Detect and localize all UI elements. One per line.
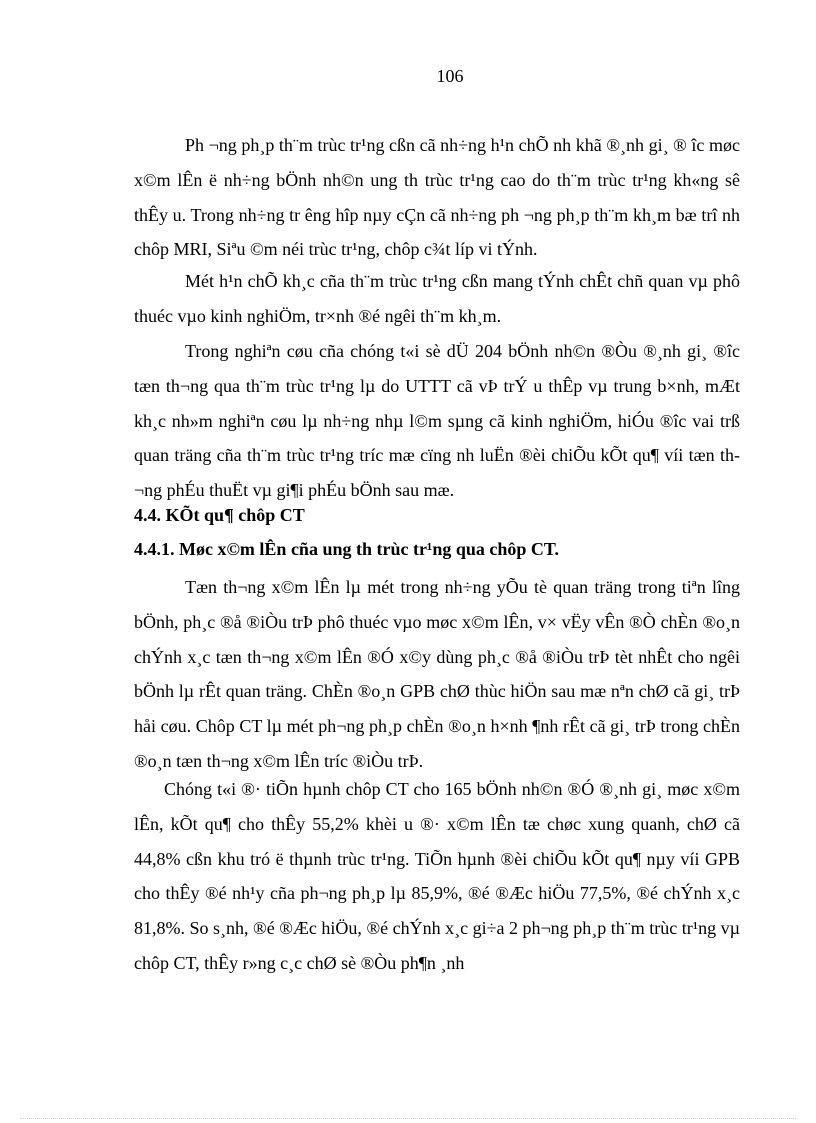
subsection-heading: 4.4.1. Møc x©m lÊn cña ung th trùc tr¹ng qua chôp CT.: [134, 539, 560, 559]
page-number: 106: [436, 66, 464, 86]
paragraph-1: Ph ¬ng ph¸p th¨m trùc tr¹ng cßn cã nh÷ng h¹n chÕ nh khã ®¸nh gi¸ ® îc møc x©m lÊn ë nh÷ng bÖnh nh©n ung th trùc tr¹ng cao do th¨m trùc tr¹ng kh«ng sê thÊy u. Trong nh÷ng tr êng hîp nµy cÇn cã nh÷ng ph ¬ng ph¸p th¨m kh¸m bæ trî nh chôp MRI, Siªu ©m néi trùc tr¹ng, chôp c¾t líp vi tÝnh.: [134, 135, 740, 260]
section-heading: 4.4. KÕt qu¶ chôp CT: [134, 505, 305, 525]
paragraph-4: Tæn th¬ng x©m lÊn lµ mét trong nh÷ng yÕu tè quan träng trong tiªn lîng bÖnh, ph¸c ®å ®iÒu trÞ phô thuéc vµo møc x©m lÊn, v× vËy vÊn ®Ò chÈn ®o¸n chÝnh x¸c tæn th¬ng x©m lÊn ®Ó x©y dùng ph¸c ®å ®iÒu trÞ tèt nhÊt cho ngêi bÖnh lµ rÊt quan träng. ChÈn ®o¸n GPB chØ thùc hiÖn sau mæ nªn chØ cã gi¸ trÞ håi cøu. Chôp CT lµ mét ph¬ng ph¸p chÈn ®o¸n h×nh ¶nh rÊt cã gi¸ trÞ trong chÈn ®o¸n tæn th¬ng x©m lÊn tríc ®iÒu trÞ.: [134, 577, 740, 771]
paragraph-2: Mét h¹n chÕ kh¸c cña th¨m trùc tr¹ng cßn mang tÝnh chÊt chñ quan vµ phô thuéc vµo kinh nghiÖm, tr×nh ®é ngêi th¨m kh¸m.: [134, 271, 740, 326]
paragraph-3: Trong nghiªn cøu cña chóng t«i sè dÜ 204 bÖnh nh©n ®Òu ®¸nh gi¸ ®îc tæn th¬ng qua th¨m trùc tr¹ng lµ do UTTT cã vÞ trÝ u thÊp vµ trung b×nh, mÆt kh¸c nh»m nghiªn cøu lµ nh÷ng nhµ l©m sµng cã kinh nghiÖm, hiÓu ®îc vai trß quan träng cña th¨m trùc tr¹ng tríc mæ cïng nh luËn ®èi chiÕu kÕt qu¶ víi tæn th¬ng phÉu thuËt vµ gi¶i phÉu bÖnh sau mæ.: [134, 341, 740, 501]
paragraph-5: Chóng t«i ®· tiÕn hµnh chôp CT cho 165 bÖnh nh©n ®Ó ®¸nh gi¸ møc x©m lÊn, kÕt qu¶ cho thÊy 55,2% khèi u ®· x©m lÊn tæ chøc xung quanh, chØ cã 44,8% cßn khu tró ë thµnh trùc tr¹ng. TiÕn hµnh ®èi chiÕu kÕt qu¶ nµy víi GPB cho thÊy ®é nh¹y cña ph¬ng ph¸p lµ 85,9%, ®é ®Æc hiÖu 77,5%, ®é chÝnh x¸c 81,8%. So s¸nh, ®é ®Æc hiÖu, ®é chÝnh x¸c gi÷a 2 ph¬ng ph¸p th¨m trùc tr¹ng vµ chôp CT, thÊy r»ng c¸c chØ sè ®Òu ph¶n ¸nh: [134, 779, 740, 973]
page-border-dots: [20, 1118, 796, 1119]
